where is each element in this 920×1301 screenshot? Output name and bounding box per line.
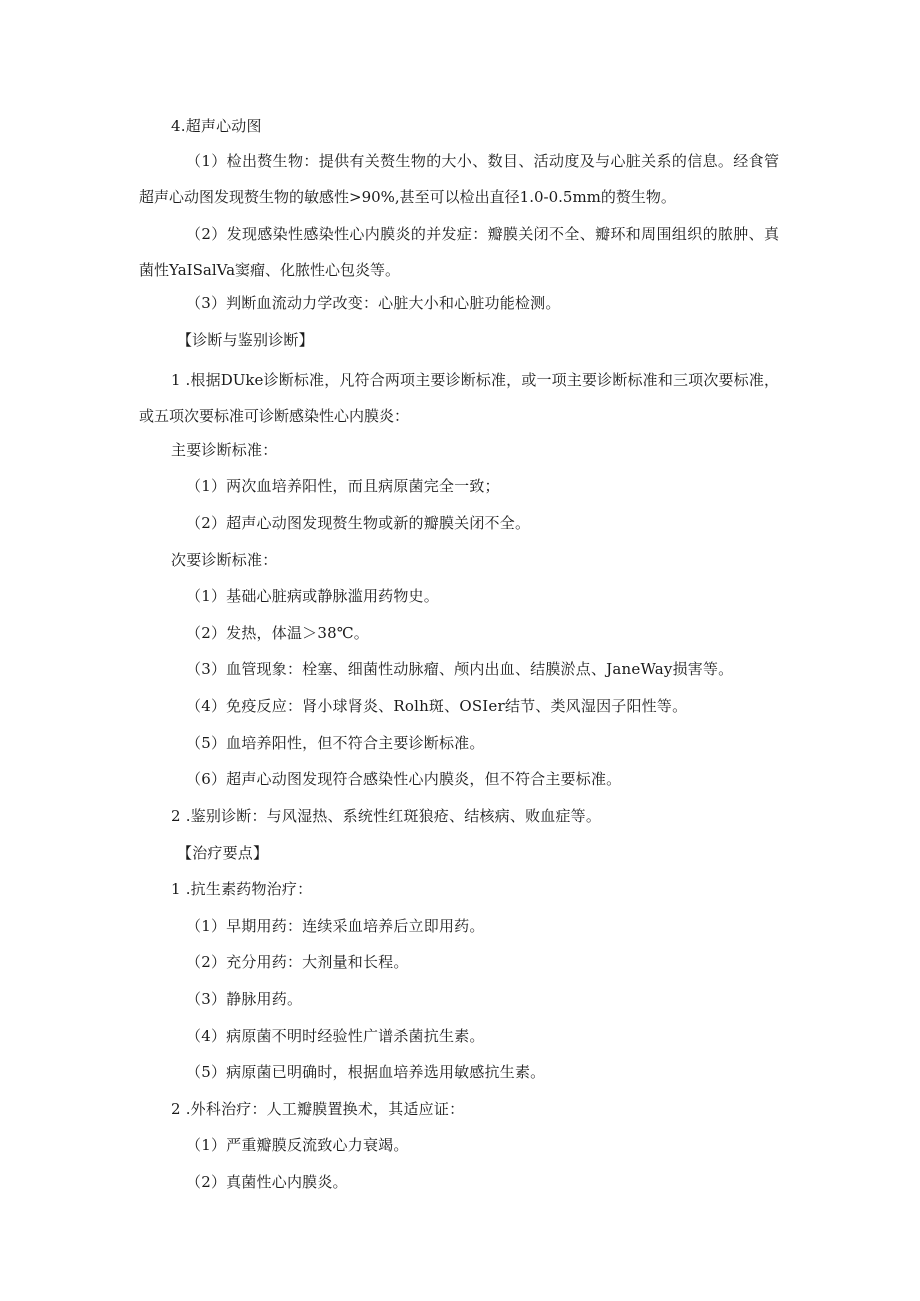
paragraph-echo-hemodynamics: （3）判断血流动力学改变：心脏大小和心脏功能检测。	[186, 294, 561, 312]
heading-echocardiography: 4.超声心动图	[171, 117, 262, 135]
list-item: （1）两次血培养阳性，而且病原菌完全一致；	[186, 477, 500, 495]
paragraph-differential-diagnosis: 2 .鉴别诊断：与风湿热、系统性红斑狼疮、结核病、败血症等。	[171, 807, 602, 825]
list-item: （5）血培养阳性，但不符合主要诊断标准。	[186, 734, 485, 752]
list-item: （3）血管现象：栓塞、细菌性动脉瘤、颅内出血、结膜淤点、JaneWay损害等。	[186, 660, 734, 678]
list-item: （2）超声心动图发现赘生物或新的瓣膜关闭不全。	[186, 514, 531, 532]
list-item: （1）早期用药：连续采血培养后立即用药。	[186, 917, 485, 935]
treatment-antibiotics-title: 1 .抗生素药物治疗：	[171, 880, 313, 898]
paragraph-text: 1 .根据DUke诊断标准，凡符合两项主要诊断标准，或一项主要诊断标准和三项次要标准，或五项次要标准可诊断感染性心内膜炎：	[139, 371, 779, 425]
list-item: （1）基础心脏病或静脉滥用药物史。	[186, 587, 439, 605]
list-item: （2）真菌性心内膜炎。	[186, 1173, 348, 1191]
section-heading-treatment: 【治疗要点】	[177, 844, 269, 862]
paragraph-duke-criteria	[139, 362, 779, 434]
minor-criteria-title: 次要诊断标准：	[171, 551, 278, 569]
paragraph-echo-vegetation	[139, 143, 779, 215]
list-item: （3）静脉用药。	[186, 990, 303, 1008]
list-item: （4）病原菌不明时经验性广谱杀菌抗生素。	[186, 1027, 485, 1045]
list-item: （5）病原菌已明确时，根据血培养选用敏感抗生素。	[186, 1063, 546, 1081]
list-item: （6）超声心动图发现符合感染性心内膜炎，但不符合主要标准。	[186, 770, 622, 788]
paragraph-text: （1）检出赘生物：提供有关赘生物的大小、数目、活动度及与心脏关系的信息。经食管超声心动图发现赘生物的敏感性>90%,甚至可以检出直径1.0-0.5mm的赘生物。	[139, 152, 779, 206]
list-item: （2）发热，体温＞38℃。	[186, 624, 370, 642]
paragraph-text: （2）发现感染性感染性心内膜炎的并发症：瓣膜关闭不全、瓣环和周围组织的脓肿、真菌性YaISalVa窦瘤、化脓性心包炎等。	[139, 225, 779, 279]
paragraph-echo-complications	[139, 216, 779, 288]
list-item: （4）免疫反应：肾小球肾炎、Rolh斑、OSIer结节、类风湿因子阳性等。	[186, 697, 688, 715]
list-item: （1）严重瓣膜反流致心力衰竭。	[186, 1136, 409, 1154]
list-item: （2）充分用药：大剂量和长程。	[186, 953, 409, 971]
treatment-surgery-title: 2 .外科治疗：人工瓣膜置换术，其适应证：	[171, 1100, 465, 1118]
section-heading-diagnosis: 【诊断与鉴别诊断】	[177, 331, 314, 349]
major-criteria-title: 主要诊断标准：	[171, 441, 278, 459]
